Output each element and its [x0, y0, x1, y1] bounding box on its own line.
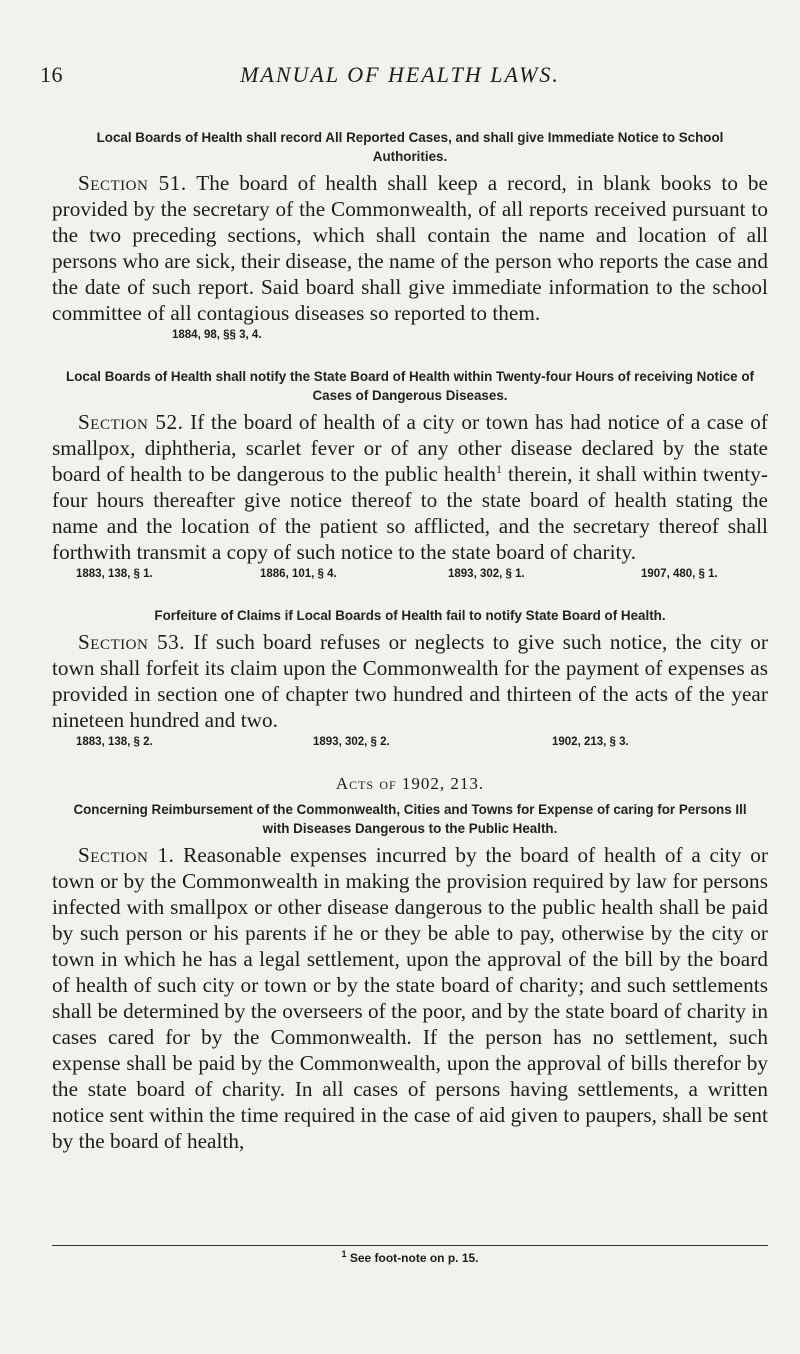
page-number: 16 — [40, 62, 63, 87]
section-52-paragraph — [52, 409, 768, 565]
section-52-citations — [52, 568, 768, 586]
section-53-paragraph — [52, 629, 768, 733]
section-53-citations — [52, 736, 768, 754]
running-title: MANUAL OF HEALTH LAWS. — [240, 62, 560, 87]
section-53-text: If such board refuses or neglects to give such notice, the city or town shall forfeit its claim upon the Commonwealth for the payment of expenses as provided in section one of chapter two hundred and thirteen of the acts of the year nineteen hundred and two. — [52, 630, 768, 732]
section-51-headnote: Local Boards of Health shall record All Reported Cases, and shall give Immediate Notice to School Authorities. — [96, 130, 724, 164]
acts-headnote: Concerning Reimbursement of the Commonwealth, Cities and Towns for Expense of caring for Persons Ill with Diseases Dangerous to the Public Health. — [73, 802, 747, 836]
citation: 1884, 98, §§ 3, 4. — [172, 329, 262, 341]
section-51-paragraph — [52, 170, 768, 326]
acts-section-1-paragraph — [52, 842, 768, 1154]
page-content — [52, 128, 768, 1154]
footnote — [52, 1251, 768, 1265]
acts-section-1-text: Reasonable expenses incurred by the board of health of a city or town or by the Commonwealth in making the provision required by law for persons infected with smallpox or other disease dangerous to the public health shall be paid by such person or his parents if he or they be able to pay, otherwise by the city or town in which he has a legal settlement, upon the approval of the bill by the board of health of such city or town or by the state board of charity; and such settlements shall be determined by the overseers of the poor, and by the state board of charity in cases cared for by the Commonwealth. If the person has no settlement, such expense shall be paid by the Commonwealth, upon the approval of bills therefor by the state board of charity. In all cases of persons having settlements, a written notice sent within the time required in the case of aid given to paupers, shall be sent by the board of health, — [52, 843, 768, 1153]
citation: 1886, 101, § 4. — [260, 568, 337, 580]
citation: 1883, 138, § 2. — [76, 736, 153, 748]
section-53-headnote: Forfeiture of Claims if Local Boards of Health fail to notify State Board of Health. — [154, 608, 666, 623]
section-53-label: Section 53. — [78, 630, 186, 654]
section-52-text-after: therein, it shall within twenty-four hours thereafter give notice thereof to the state board of health stating the name and the location of the patient so afflicted, and the secretary thereof shall forthwith transmit a copy of such notice to the state board of charity. — [52, 462, 768, 564]
running-head — [40, 62, 760, 92]
section-52-text-before: If the board of health of a city or town has had notice of a case of smallpox, diphtheria, scarlet fever or of any other disease declared by the state board of health to be dangerous to the public health — [52, 410, 768, 486]
citation: 1902, 213, § 3. — [552, 736, 629, 748]
footnote-marker: 1 — [341, 1249, 347, 1259]
footnote-reference: 1 — [496, 461, 503, 476]
section-52-label: Section 52. — [78, 410, 184, 434]
acts-heading: Acts of 1902, 213. — [335, 774, 485, 793]
citation: 1893, 302, § 2. — [313, 736, 390, 748]
acts-section-1-label: Section 1. — [78, 843, 175, 867]
section-51-citations — [52, 329, 768, 347]
section-51-label: Section 51. — [78, 171, 187, 195]
citation: 1893, 302, § 1. — [448, 568, 525, 580]
footnote-divider — [52, 1245, 768, 1246]
citation: 1883, 138, § 1. — [76, 568, 153, 580]
section-52-headnote: Local Boards of Health shall notify the State Board of Health within Twenty-four Hours of receiving Notice of Cases of Dangerous Diseases. — [66, 369, 754, 403]
section-51-text: The board of health shall keep a record, in blank books to be provided by the secretary of the Commonwealth, of all reports received pursuant to the two preceding sections, which shall contain the name and location of all persons who are sick, their disease, the name of the person who reports the case and the date of such report. Said board shall give immediate information to the school committee of all contagious diseases so reported to them. — [52, 171, 768, 325]
footnote-text: See foot-note on p. 15. — [349, 1251, 479, 1265]
citation: 1907, 480, § 1. — [641, 568, 718, 580]
